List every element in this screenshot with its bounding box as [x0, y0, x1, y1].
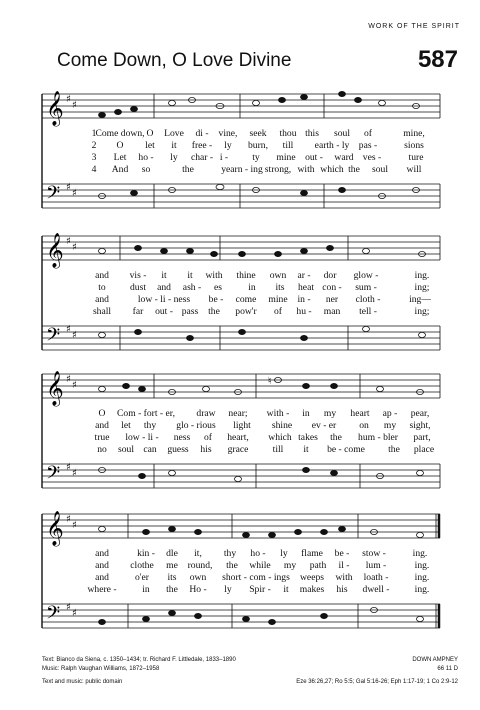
- lyric-syllable: And: [111, 164, 129, 175]
- lyric-syllable: his: [200, 444, 212, 455]
- lyric-syllable: o'er: [135, 572, 149, 583]
- note-head: [419, 332, 426, 337]
- lyric-syllable: shine: [271, 420, 293, 431]
- lyric-syllable: soul: [334, 128, 350, 139]
- lyric-syllable: low - li - ness: [137, 294, 191, 305]
- note-head: [99, 526, 106, 531]
- note-head: [187, 248, 194, 253]
- lyric-syllable: vine,: [218, 128, 238, 139]
- svg-text:♯: ♯: [66, 602, 71, 613]
- lyric-syllable: shall: [92, 306, 112, 317]
- lyric-syllable: hu -: [296, 306, 312, 317]
- note-head: [235, 476, 242, 481]
- note-head: [379, 100, 386, 105]
- lyric-syllable: ly: [170, 152, 178, 163]
- note-head: [115, 109, 122, 114]
- lyric-syllable: this: [305, 128, 319, 139]
- note-head: [321, 529, 328, 534]
- music-system-3: [42, 368, 440, 498]
- lyric-syllable: ward: [334, 152, 354, 163]
- lyric-syllable: hum - bler: [358, 432, 398, 443]
- lyric-syllable: be -: [334, 548, 350, 559]
- lyric-syllable: the: [166, 584, 178, 595]
- lyric-syllable: ing.: [414, 270, 430, 281]
- lyric-syllable: vis -: [129, 270, 147, 281]
- lyric-syllable: es: [214, 282, 222, 293]
- note-head: [243, 616, 250, 621]
- lyric-syllable: the: [348, 164, 360, 175]
- lyric-syllable: tell -: [359, 306, 377, 317]
- note-head: [253, 100, 260, 105]
- note-head: [131, 190, 138, 195]
- lyric-syllable: round,: [187, 560, 213, 571]
- lyric-syllable: soul: [118, 444, 134, 455]
- lyric-syllable: soul: [372, 164, 388, 175]
- lyric-syllable: thine: [236, 270, 256, 281]
- lyric-syllable: sions: [404, 140, 424, 151]
- lyric-syllable: kin -: [137, 548, 155, 559]
- note-head: [303, 467, 310, 472]
- music-credit: Music: Ralph Vaughan Williams, 1872–1958: [42, 666, 160, 672]
- svg-text:♯: ♯: [66, 324, 71, 335]
- lyric-syllable: il -: [338, 560, 350, 571]
- lyric-syllable: can: [143, 444, 157, 455]
- lyric-syllable: on: [359, 420, 369, 431]
- lyric-syllable: ly: [280, 548, 288, 559]
- lyric-syllable: ing.: [414, 572, 430, 583]
- treble-clef-icon: 𝄞: [46, 511, 64, 546]
- lyric-syllable: 4: [91, 164, 97, 175]
- lyric-syllable: makes: [299, 584, 325, 595]
- lyric-syllable: draw: [196, 408, 216, 419]
- note-head: [301, 94, 308, 99]
- lyric-syllable: and: [95, 548, 109, 559]
- lyric-syllable: ness: [173, 432, 191, 443]
- lyric-syllable: till: [272, 444, 284, 455]
- note-head: [321, 613, 328, 618]
- lyric-syllable: ash -: [182, 282, 202, 293]
- lyric-syllable: earth - ly: [314, 140, 350, 151]
- note-head: [303, 383, 310, 388]
- lyric-syllable: so: [141, 164, 151, 175]
- note-head: [339, 526, 346, 531]
- lyric-syllable: Com - fort - er,: [117, 408, 175, 419]
- treble-clef-icon: 𝄞: [46, 233, 64, 268]
- hymn-number: 587: [417, 46, 458, 73]
- lyric-syllable: flame: [301, 548, 323, 559]
- lyric-syllable: takes: [298, 432, 318, 443]
- lyric-syllable: sight,: [409, 420, 431, 431]
- lyric-syllable: the: [330, 432, 342, 443]
- lyric-syllable: dor: [323, 270, 337, 281]
- lyric-syllable: path: [309, 560, 327, 571]
- note-head: [203, 386, 210, 391]
- lyric-syllable: of: [364, 128, 372, 139]
- lyric-syllable: my: [383, 420, 397, 431]
- natural-sign-icon: ♮: [268, 376, 272, 387]
- lyric-syllable: ing—: [409, 294, 431, 305]
- tune-name: DOWN AMPNEY: [412, 657, 458, 663]
- lyric-syllable: it: [187, 270, 193, 281]
- lyric-syllable: in: [142, 584, 150, 595]
- lyric-syllable: which: [320, 164, 344, 175]
- lyric-syllable: pass: [181, 306, 199, 317]
- lyric-syllable: in: [248, 282, 256, 293]
- note-head: [195, 529, 202, 534]
- lyric-syllable: my: [283, 560, 297, 571]
- lyric-syllable: ar -: [297, 270, 311, 281]
- note-head: [99, 386, 106, 391]
- lyric-syllable: out -: [305, 152, 323, 163]
- lyric-syllable: 2: [91, 140, 97, 151]
- lyric-syllable: ev - er: [311, 420, 337, 431]
- note-head: [143, 529, 150, 534]
- lyric-syllable: the: [226, 560, 238, 571]
- lyric-syllable: light: [233, 420, 251, 431]
- lyric-syllable: short - com - ings: [222, 572, 290, 583]
- lyric-syllable: O: [116, 140, 124, 151]
- lyric-line-verse-4: [42, 164, 440, 177]
- lyric-syllable: yearn - ing: [221, 164, 263, 175]
- lyric-syllable: to: [98, 282, 106, 293]
- note-head: [169, 100, 176, 105]
- lyric-syllable: ap -: [382, 408, 398, 419]
- lyric-syllable: mine,: [403, 128, 425, 139]
- key-signature-icon: ♯: [66, 236, 71, 247]
- lyric-syllable: con -: [322, 282, 342, 293]
- lyric-syllable: stow -: [362, 548, 386, 559]
- lyric-syllable: dle: [166, 548, 178, 559]
- lyric-syllable: his: [336, 584, 348, 595]
- lyric-syllable: ly: [224, 584, 232, 595]
- footer-credits: [42, 656, 236, 687]
- scripture-references: Eze 36:26,27; Ro 5:5; Gal 5:16-26; Eph 1:17-19; 1 Co 2:9-12: [296, 679, 458, 685]
- lyric-syllable: O: [146, 128, 154, 139]
- bass-clef-icon: 𝄢: [46, 325, 61, 350]
- note-head: [99, 248, 106, 253]
- note-head: [301, 248, 308, 253]
- lyric-syllable: Ho -: [189, 584, 207, 595]
- lyric-syllable: ing.: [414, 584, 430, 595]
- note-head: [216, 184, 224, 189]
- note-head: [363, 326, 370, 331]
- lyric-syllable: Let: [113, 152, 127, 163]
- lyric-syllable: and: [95, 420, 109, 431]
- lyric-syllable: of: [274, 306, 282, 317]
- lyric-syllable: ty: [252, 152, 260, 163]
- lyric-syllable: sum -: [355, 282, 377, 293]
- lyric-syllable: char -: [190, 152, 214, 163]
- note-head: [417, 616, 424, 621]
- lyric-syllable: no: [97, 444, 107, 455]
- lyric-syllable: and: [157, 282, 171, 293]
- note-head: [417, 470, 424, 475]
- lyric-syllable: it: [171, 140, 177, 151]
- lyric-syllable: ing;: [414, 282, 430, 293]
- lyric-syllable: ing.: [412, 548, 428, 559]
- lyric-syllable: ves -: [362, 152, 382, 163]
- lyric-syllable: heart,: [227, 432, 249, 443]
- lyric-syllable: low - li -: [125, 432, 159, 443]
- note-head: [123, 383, 130, 388]
- note-head: [169, 526, 176, 531]
- lyric-syllable: with: [297, 164, 315, 175]
- lyric-syllable: in: [302, 408, 310, 419]
- lyric-syllable: it: [161, 270, 167, 281]
- lyric-syllable: its: [167, 572, 177, 583]
- note-head: [131, 106, 138, 111]
- lyric-syllable: thou: [279, 128, 297, 139]
- treble-clef-icon: 𝄞: [46, 91, 64, 126]
- lyric-syllable: ing.: [414, 560, 430, 571]
- svg-text:♯: ♯: [72, 188, 77, 199]
- note-head: [331, 470, 338, 475]
- note-head: [239, 329, 246, 334]
- note-head: [211, 251, 218, 256]
- lyric-syllable: where -: [87, 584, 117, 595]
- section-label: WORK OF THE SPIRIT: [368, 23, 460, 30]
- lyric-syllable: and: [95, 270, 109, 281]
- note-head: [331, 383, 338, 388]
- lyric-syllable: will: [406, 164, 422, 175]
- svg-text:♯: ♯: [72, 520, 77, 531]
- lyric-syllable: mine: [276, 152, 296, 163]
- treble-clef-icon: 𝄞: [46, 371, 64, 406]
- note-head: [169, 610, 176, 615]
- lyric-syllable: ture: [408, 152, 424, 163]
- lyric-syllable: it: [283, 584, 289, 595]
- lyric-syllable: the: [208, 306, 220, 317]
- note-head: [169, 470, 176, 475]
- lyric-syllable: i -: [219, 152, 229, 163]
- music-system-4: [42, 508, 440, 648]
- lyric-syllable: di -: [195, 128, 209, 139]
- lyric-syllable: and: [95, 294, 109, 305]
- lyric-syllable: pas -: [358, 140, 378, 151]
- svg-text:♯: ♯: [66, 462, 71, 473]
- note-head: [279, 97, 286, 102]
- lyric-syllable: the: [182, 164, 194, 175]
- note-head: [239, 251, 246, 256]
- lyric-syllable: place: [413, 444, 435, 455]
- meter: 66 11 D: [437, 666, 458, 672]
- lyric-syllable: 1: [91, 128, 97, 139]
- note-head: [243, 532, 250, 537]
- lyric-syllable: of: [204, 432, 212, 443]
- music-system-1: [42, 80, 440, 220]
- lyric-syllable: be -: [208, 294, 224, 305]
- lyric-syllable: own: [269, 270, 287, 281]
- lyric-syllable: lum -: [365, 560, 387, 571]
- lyric-syllable: true: [94, 432, 110, 443]
- lyric-syllable: pear,: [410, 408, 430, 419]
- lyric-syllable: its: [275, 282, 285, 293]
- lyric-syllable: seek: [249, 128, 267, 139]
- lyric-syllable: cloth -: [355, 294, 381, 305]
- rights-notice: Text and music: public domain: [42, 679, 123, 685]
- key-signature-icon: ♯: [66, 374, 71, 385]
- lyric-syllable: loath -: [363, 572, 389, 583]
- note-head: [301, 190, 308, 195]
- note-head: [417, 532, 424, 537]
- lyric-syllable: 3: [91, 152, 97, 163]
- lyric-syllable: grace: [227, 444, 249, 455]
- lyric-syllable: Come down,: [95, 128, 145, 139]
- note-head: [143, 616, 150, 621]
- note-head: [295, 529, 302, 534]
- lyric-syllable: ly: [224, 140, 232, 151]
- note-head: [275, 251, 282, 256]
- note-head: [99, 619, 106, 624]
- note-head: [301, 335, 308, 340]
- lyric-syllable: it: [303, 444, 309, 455]
- lyric-syllable: glow -: [353, 270, 379, 281]
- lyric-syllable: free -: [191, 140, 213, 151]
- note-head: [377, 386, 384, 391]
- lyric-syllable: own: [189, 572, 207, 583]
- lyric-line-verse-4: [42, 584, 440, 597]
- lyric-syllable: my: [323, 408, 337, 419]
- lyric-syllable: pow'r: [235, 306, 257, 317]
- note-head: [99, 112, 106, 117]
- bass-clef-icon: 𝄢: [46, 463, 61, 488]
- note-head: [363, 248, 370, 253]
- lyric-syllable: the: [388, 444, 400, 455]
- note-head: [161, 248, 168, 253]
- lyric-syllable: heat: [298, 282, 314, 293]
- lyric-syllable: and: [95, 560, 109, 571]
- lyric-syllable: man: [323, 306, 341, 317]
- lyric-syllable: heart: [350, 408, 370, 419]
- note-head: [195, 613, 202, 618]
- note-head: [327, 245, 334, 250]
- lyric-syllable: out -: [155, 306, 173, 317]
- lyric-syllable: ho -: [250, 548, 266, 559]
- lyric-syllable: weeps: [300, 572, 324, 583]
- note-head: [355, 97, 362, 102]
- lyric-syllable: in -: [297, 294, 311, 305]
- lyric-syllable: mine: [268, 294, 288, 305]
- lyric-syllable: dust: [130, 282, 146, 293]
- note-head: [139, 386, 146, 391]
- lyric-syllable: with: [335, 572, 353, 583]
- music-system-2: [42, 230, 440, 360]
- lyric-syllable: let: [121, 420, 131, 431]
- lyric-syllable: thy: [143, 420, 157, 431]
- svg-text:♯: ♯: [72, 100, 77, 111]
- lyric-syllable: while: [249, 560, 271, 571]
- svg-text:♯: ♯: [72, 468, 77, 479]
- note-head: [135, 245, 142, 250]
- lyric-syllable: come: [235, 294, 257, 305]
- lyric-syllable: Love: [164, 128, 184, 139]
- svg-text:♯: ♯: [72, 242, 77, 253]
- lyric-syllable: far: [132, 306, 144, 317]
- lyric-syllable: strong,: [264, 164, 292, 175]
- lyric-syllable: guess: [167, 444, 189, 455]
- bass-clef-icon: 𝄢: [46, 183, 61, 208]
- key-signature-icon: ♯: [66, 94, 71, 105]
- svg-text:♯: ♯: [66, 182, 71, 193]
- lyric-syllable: glo - rious: [176, 420, 216, 431]
- lyric-syllable: ing;: [414, 306, 430, 317]
- lyric-syllable: me: [166, 560, 178, 571]
- lyric-line-verse-4: [42, 306, 440, 319]
- lyric-syllable: ho -: [138, 152, 154, 163]
- note-head: [269, 532, 276, 537]
- footer-tune-info: [296, 656, 458, 687]
- note-head: [135, 329, 142, 334]
- lyric-syllable: dwell -: [362, 584, 390, 595]
- hymn-title: Come Down, O Love Divine: [57, 50, 292, 71]
- lyric-syllable: clothe: [130, 560, 154, 571]
- svg-text:♯: ♯: [72, 608, 77, 619]
- svg-text:♯: ♯: [72, 380, 77, 391]
- lyric-syllable: and: [95, 572, 109, 583]
- lyric-syllable: till: [282, 140, 294, 151]
- lyric-syllable: thy: [223, 548, 237, 559]
- lyric-syllable: burn,: [248, 140, 268, 151]
- text-credit: Text: Bianco da Siena, c. 1350–1434; tr. Richard F. Littledale, 1833–1890: [42, 657, 236, 663]
- lyric-syllable: which: [268, 432, 292, 443]
- note-head: [269, 619, 276, 624]
- lyric-syllable: with: [205, 270, 223, 281]
- key-signature-icon: ♯: [66, 514, 71, 525]
- note-head: [339, 187, 346, 192]
- lyric-syllable: with -: [266, 408, 290, 419]
- lyric-syllable: ner: [325, 294, 339, 305]
- lyric-syllable: part,: [413, 432, 431, 443]
- lyric-line-verse-4: [42, 444, 440, 457]
- lyric-syllable: let: [145, 140, 155, 151]
- lyric-syllable: near;: [228, 408, 248, 419]
- lyric-syllable: it,: [194, 548, 202, 559]
- lyric-syllable: be - come: [327, 444, 365, 455]
- lyric-syllable: O: [98, 408, 106, 419]
- note-head: [99, 332, 106, 337]
- bass-clef-icon: 𝄢: [46, 603, 61, 628]
- lyric-syllable: Spir -: [249, 584, 271, 595]
- note-head: [339, 91, 346, 96]
- note-head: [139, 473, 146, 478]
- svg-text:♯: ♯: [72, 330, 77, 341]
- note-head: [187, 335, 194, 340]
